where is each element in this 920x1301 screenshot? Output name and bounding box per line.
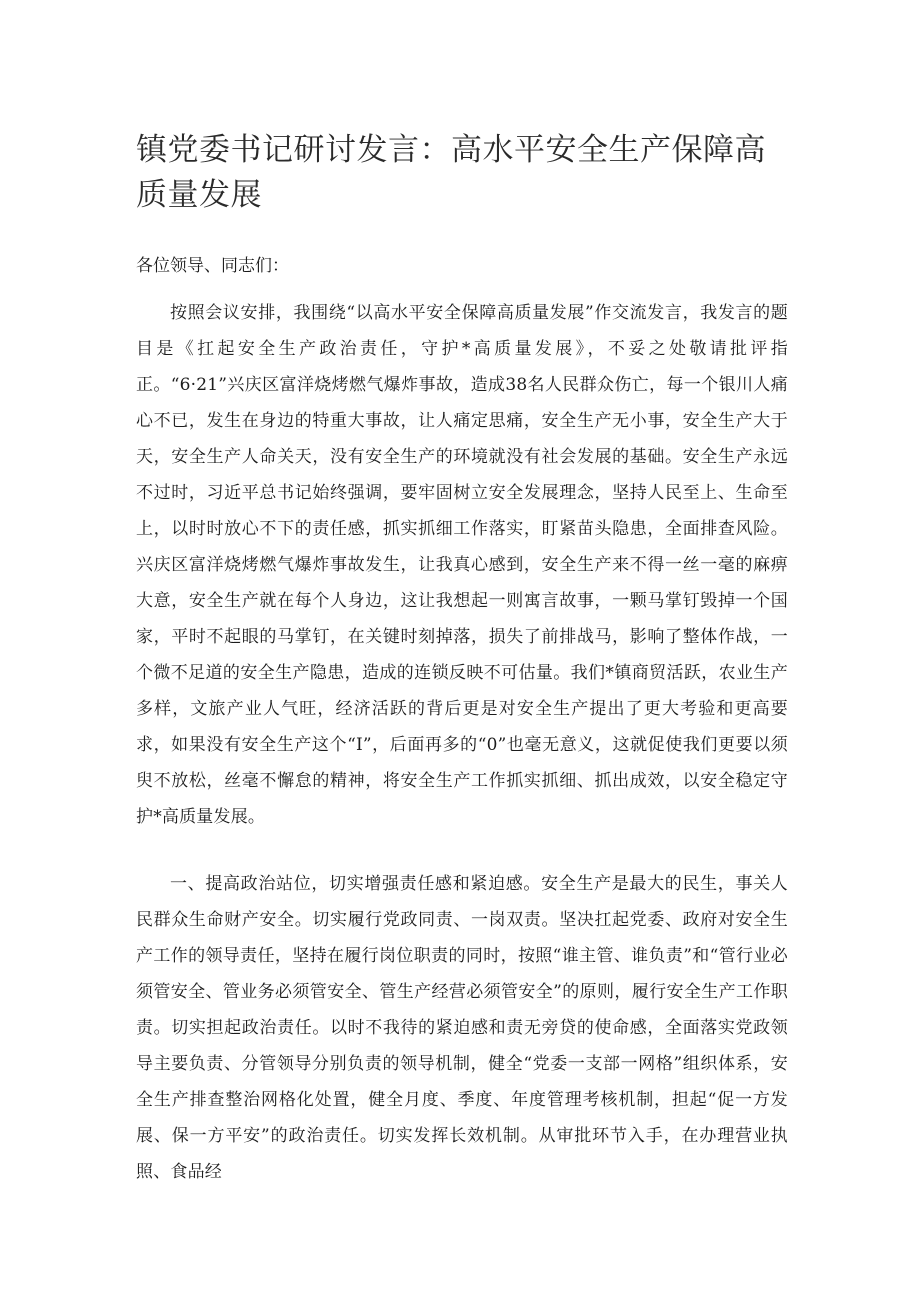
body-paragraph: 按照会议安排，我围绕“以高水平安全保障高质量发展”作交流发言，我发言的题目是《扛起安全生产政治责任，守护*高质量发展》，不妥之处敬请批评指正。“6·21”兴庆区富洋烧烤燃气爆炸事故，造成38名人民群众伤亡，每一个银川人痛心不已，发生在身边的特重大事故，让人痛定思痛，安全生产无小事，安全生产大于天，安全生产人命关天，没有安全生产的环境就没有社会发展的基础。安全生产永远不过时，习近平总书记始终强调，要牢固树立安全发展理念，坚持人民至上、生命至上，以时时放心不下的责任感，抓实抓细工作落实，盯紧苗头隐患，全面排查风险。兴庆区富洋烧烤燃气爆炸事故发生，让我真心感到，安全生产来不得一丝一毫的麻痹大意，安全生产就在每个人身边，这让我想起一则寓言故事，一颗马掌钉毁掉一个国家，平时不起眼的马掌钉，在关键时刻掉落，损失了前排战马，影响了整体作战，一个微不足道的安全生产隐患，造成的连锁反映不可估量。我们*镇商贸活跃，农业生产多样，文旅产业人气旺，经济活跃的背后更是对安全生产提出了更大考验和更高要求，如果没有安全生产这个“I”，后面再多的“0”也毫无意义，这就促使我们更要以须臾不放松，丝毫不懈怠的精神，将安全生产工作抓实抓细、抓出成效，以安全稳定守护*高质量发展。 bbox=[136, 303, 788, 827]
document-title: 镇党委书记研讨发言：高水平安全生产保障高质量发展 bbox=[136, 132, 766, 213]
salutation: 各位领导、同志们： bbox=[136, 256, 289, 276]
body-paragraph: 一、提高政治站位，切实增强责任感和紧迫感。安全生产是最大的民生，事关人民群众生命财产安全。切实履行党政同责、一岗双责。坚决扛起党委、政府对安全生产工作的领导责任，坚持在履行岗位职责的同时，按照“谁主管、谁负责”和“管行业必须管安全、管业务必须管安全、管生产经营必须管安全”的原则，履行安全生产工作职责。切实担起政治责任。以时不我待的紧迫感和责无旁贷的使命感，全面落实党政领导主要负责、分管领导分别负责的领导机制，健全“党委一支部一网格”组织体系，安全生产排查整治网格化处置，健全月度、季度、年度管理考核机制，担起“促一方发展、保一方平安”的政治责任。切实发挥长效机制。从审批环节入手，在办理营业执照、食品经 bbox=[136, 874, 788, 1182]
